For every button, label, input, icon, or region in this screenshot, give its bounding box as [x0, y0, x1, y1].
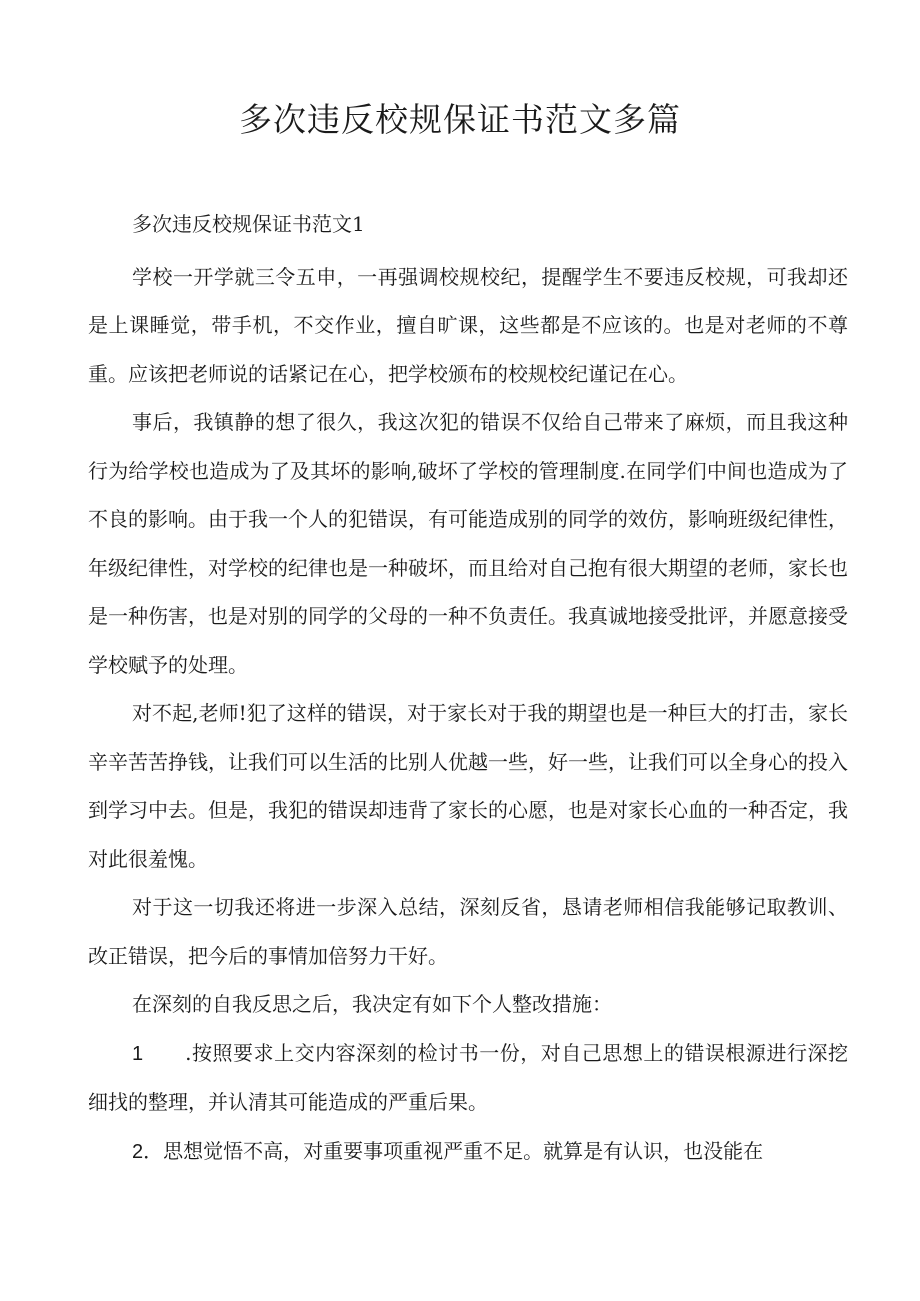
paragraph: 对不起,老师!犯了这样的错误，对于家长对于我的期望也是一种巨大的打击，家长辛辛苦苦挣钱，让我们可以生活的比别人优越一些，好一些，让我们可以全身心的投入到学习中去。但是，我犯的错误却违背了家长的心愿，也是对家长心血的一种否定，我对此很羞愧。	[88, 701, 848, 871]
document-body	[88, 200, 848, 1176]
list-item	[88, 1127, 848, 1177]
paragraph: 在深刻的自我反思之后，我决定有如下个人整改措施：	[132, 992, 612, 1016]
list-item-text: ．思想觉悟不高，对重要事项重视严重不足。就算是有认识，也没能在	[143, 1138, 764, 1163]
section-subtitle: 多次违反校规保证书范文1	[132, 212, 365, 236]
paragraph: 对于这一切我还将进一步深入总结，深刻反省，恳请老师相信我能够记取教训、改正错误，把今后的事情加倍努力干好。	[88, 895, 848, 968]
list-item-text: .按照要求上交内容深刻的检讨书一份，对自己思想上的错误根源进行深挖细找的整理，并认清其可能造成的严重后果。	[88, 1040, 848, 1114]
list-item-number: 1	[132, 1042, 144, 1065]
list-item	[88, 1029, 848, 1127]
paragraph: 事后，我镇静的想了很久，我这次犯的错误不仅给自己带来了麻烦，而且我这种行为给学校也造成为了及其坏的影响,破坏了学校的管理制度.在同学们中间也造成为了不良的影响。由于我一个人的犯错误，有可能造成别的同学的效仿，影响班级纪律性，年级纪律性，对学校的纪律也是一种破坏，而且给对自己抱有很大期望的老师，家长也是一种伤害，也是对别的同学的父母的一种不负责任。我真诚地接受批评，并愿意接受学校赋予的处理。	[88, 410, 848, 677]
document-title: 多次违反校规保证书范文多篇	[239, 101, 681, 138]
paragraph: 学校一开学就三令五申，一再强调校规校纪，提醒学生不要违反校规，可我却还是上课睡觉，带手机，不交作业，擅自旷课，这些都是不应该的。也是对老师的不尊重。应该把老师说的话紧记在心，把学校颁布的校规校纪谨记在心。	[88, 264, 848, 386]
list-item-number: 2	[132, 1140, 144, 1163]
